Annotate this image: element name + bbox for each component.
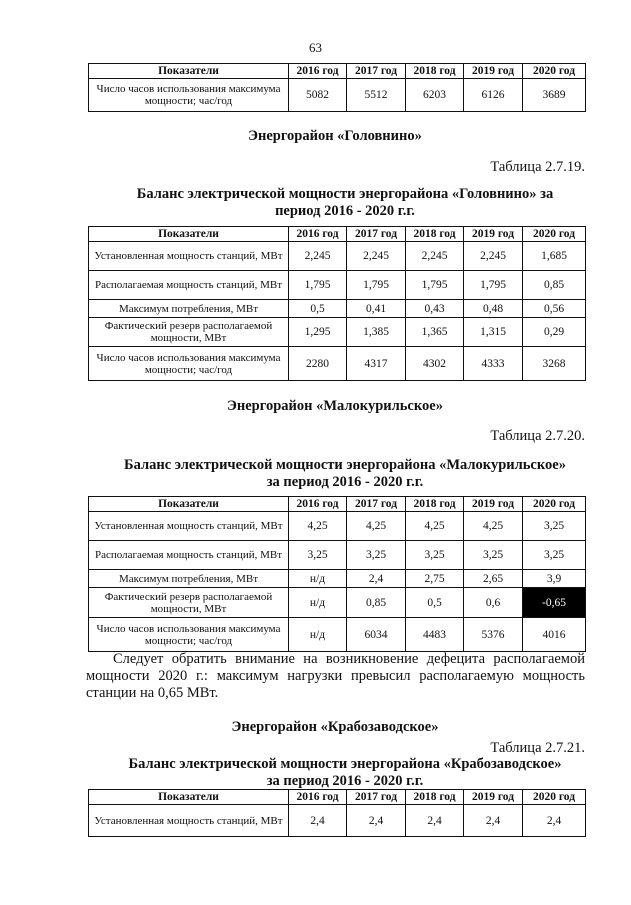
header-cell-year: 2016 год (289, 227, 347, 242)
header-cell-year: 2018 год (406, 497, 464, 512)
header-cell-year: 2020 год (523, 790, 586, 805)
table-header (89, 790, 586, 805)
value-cell: 5082 (289, 79, 347, 112)
value-cell: 4317 (347, 347, 406, 381)
value-cell: 0,29 (523, 318, 586, 347)
table-title-line: за период 2016 - 2020 г.г. (266, 474, 424, 490)
table-row (89, 300, 586, 318)
row-label: Число часов использования максимума мощности; час/год (89, 618, 289, 652)
value-cell: 3,25 (523, 512, 586, 541)
value-cell: 4016 (523, 618, 586, 652)
table-title-krabozavodskoe (100, 756, 590, 790)
note-line: станции на 0,65 МВт. (86, 685, 219, 701)
value-cell: 0,5 (406, 588, 464, 618)
value-cell: 2,245 (464, 242, 523, 271)
value-cell: 4,25 (347, 512, 406, 541)
table-row (89, 79, 586, 112)
value-cell: 6203 (406, 79, 464, 112)
header-cell-year: 2019 год (464, 790, 523, 805)
header-cell-year: 2016 год (289, 64, 347, 79)
row-label: Располагаемая мощность станций, МВт (89, 541, 289, 570)
table-header (89, 497, 586, 512)
table-header (89, 227, 586, 242)
value-cell: н/д (289, 570, 347, 588)
value-cell: -0,65 (523, 588, 586, 618)
value-cell: 2,245 (289, 242, 347, 271)
value-cell: 1,795 (464, 271, 523, 300)
value-cell: 5376 (464, 618, 523, 652)
header-cell-year: 2017 год (347, 790, 406, 805)
header-cell-year: 2016 год (289, 790, 347, 805)
value-cell: 4483 (406, 618, 464, 652)
table-row (89, 347, 586, 381)
value-cell: 0,6 (464, 588, 523, 618)
value-cell: 5512 (347, 79, 406, 112)
value-cell: н/д (289, 618, 347, 652)
table-number-2-7-19: Таблица 2.7.19. (490, 159, 585, 175)
table-golovnino (88, 226, 586, 381)
value-cell: 1,295 (289, 318, 347, 347)
value-cell: 1,385 (347, 318, 406, 347)
row-label: Располагаемая мощность станций, МВт (89, 271, 289, 300)
header-cell-indicator: Показатели (89, 227, 289, 242)
value-cell: 2,4 (347, 570, 406, 588)
table-body (89, 805, 586, 837)
header-cell-year: 2019 год (464, 227, 523, 242)
value-cell: 6126 (464, 79, 523, 112)
header-cell-year: 2020 год (523, 497, 586, 512)
table-title-line: Баланс электрической мощности энергорайона «Малокурильское» (124, 457, 566, 473)
table-title-golovnino (100, 186, 590, 220)
value-cell: 3,9 (523, 570, 586, 588)
table-title-malokurilskoe (100, 457, 590, 491)
value-cell: 0,43 (406, 300, 464, 318)
note-line: Следует обратить внимание на возникновение дефецита располагаемой (113, 651, 585, 667)
table-row (89, 588, 586, 618)
value-cell: 2,245 (347, 242, 406, 271)
value-cell: 3689 (523, 79, 586, 112)
value-cell: 2,245 (406, 242, 464, 271)
value-cell: 3,25 (464, 541, 523, 570)
value-cell: 4,25 (406, 512, 464, 541)
value-cell: 0,48 (464, 300, 523, 318)
header-row (89, 227, 586, 242)
value-cell: 0,56 (523, 300, 586, 318)
value-cell: 1,795 (289, 271, 347, 300)
row-label: Число часов использования максимума мощности; час/год (89, 79, 289, 112)
header-cell-year: 2017 год (347, 64, 406, 79)
header-cell-year: 2019 год (464, 64, 523, 79)
section-heading-golovnino: Энергорайон «Головнино» (248, 128, 422, 144)
value-cell: 2,75 (406, 570, 464, 588)
header-row (89, 790, 586, 805)
table-body (89, 242, 586, 381)
section-heading-krabozavodskoe: Энергорайон «Крабозаводское» (231, 719, 439, 735)
table-body (89, 79, 586, 112)
table-number-2-7-20: Таблица 2.7.20. (490, 428, 585, 444)
table-title-line: Баланс электрической мощности энергорайона «Крабозаводское» (128, 756, 562, 772)
value-cell: 0,5 (289, 300, 347, 318)
header-cell-year: 2016 год (289, 497, 347, 512)
value-cell: 4333 (464, 347, 523, 381)
value-cell: 3,25 (347, 541, 406, 570)
table-row (89, 318, 586, 347)
value-cell: 3,25 (406, 541, 464, 570)
value-cell: 0,85 (523, 271, 586, 300)
value-cell: 3,25 (289, 541, 347, 570)
table-row (89, 512, 586, 541)
row-label: Установленная мощность станций, МВт (89, 805, 289, 837)
header-cell-year: 2018 год (406, 64, 464, 79)
header-cell-year: 2020 год (523, 64, 586, 79)
table-continuation (88, 63, 586, 112)
value-cell: 1,365 (406, 318, 464, 347)
table-header (89, 64, 586, 79)
value-cell: 1,315 (464, 318, 523, 347)
value-cell: 2,4 (406, 805, 464, 837)
value-cell: 3,25 (523, 541, 586, 570)
table-number-2-7-21: Таблица 2.7.21. (490, 740, 585, 756)
value-cell: 2,65 (464, 570, 523, 588)
header-cell-indicator: Показатели (89, 64, 289, 79)
row-label: Максимум потребления, МВт (89, 570, 289, 588)
section-heading-malokurilskoe: Энергорайон «Малокурильское» (227, 398, 443, 414)
row-label: Фактический резерв располагаемой мощности, МВт (89, 588, 289, 618)
table-title-line: Баланс электрической мощности энергорайона «Головнино» за (136, 186, 554, 202)
header-row (89, 497, 586, 512)
value-cell: 1,795 (347, 271, 406, 300)
header-cell-indicator: Показатели (89, 497, 289, 512)
value-cell: 3268 (523, 347, 586, 381)
row-label: Фактический резерв располагаемой мощности, МВт (89, 318, 289, 347)
value-cell: 1,795 (406, 271, 464, 300)
value-cell: 2280 (289, 347, 347, 381)
table-title-line: за период 2016 - 2020 г.г. (266, 773, 424, 789)
header-cell-indicator: Показатели (89, 790, 289, 805)
value-cell: 0,41 (347, 300, 406, 318)
value-cell: 4302 (406, 347, 464, 381)
value-cell: 4,25 (289, 512, 347, 541)
table-title-line: период 2016 - 2020 г.г. (275, 203, 415, 219)
table-row (89, 805, 586, 837)
value-cell: 2,4 (347, 805, 406, 837)
page-number: 63 (309, 40, 322, 55)
value-cell: 2,4 (289, 805, 347, 837)
table-body (89, 512, 586, 652)
value-cell: 2,4 (464, 805, 523, 837)
deficit-note (86, 651, 585, 702)
header-cell-year: 2017 год (347, 497, 406, 512)
row-label: Число часов использования максимума мощности; час/год (89, 347, 289, 381)
table-row (89, 541, 586, 570)
row-label: Максимум потребления, МВт (89, 300, 289, 318)
table-row (89, 242, 586, 271)
header-row (89, 64, 586, 79)
value-cell: 1,685 (523, 242, 586, 271)
header-cell-year: 2019 год (464, 497, 523, 512)
value-cell: 2,4 (523, 805, 586, 837)
row-label: Установленная мощность станций, МВт (89, 512, 289, 541)
table-malokurilskoe (88, 496, 586, 652)
value-cell: 4,25 (464, 512, 523, 541)
value-cell: н/д (289, 588, 347, 618)
row-label: Установленная мощность станций, МВт (89, 242, 289, 271)
table-row (89, 271, 586, 300)
header-cell-year: 2018 год (406, 227, 464, 242)
header-cell-year: 2017 год (347, 227, 406, 242)
table-row (89, 570, 586, 588)
header-cell-year: 2018 год (406, 790, 464, 805)
note-line: мощности 2020 г.: максимум нагрузки превысил располагаемую мощность (86, 668, 585, 684)
table-krabozavodskoe (88, 789, 586, 837)
header-cell-year: 2020 год (523, 227, 586, 242)
value-cell: 0,85 (347, 588, 406, 618)
value-cell: 6034 (347, 618, 406, 652)
table-row (89, 618, 586, 652)
